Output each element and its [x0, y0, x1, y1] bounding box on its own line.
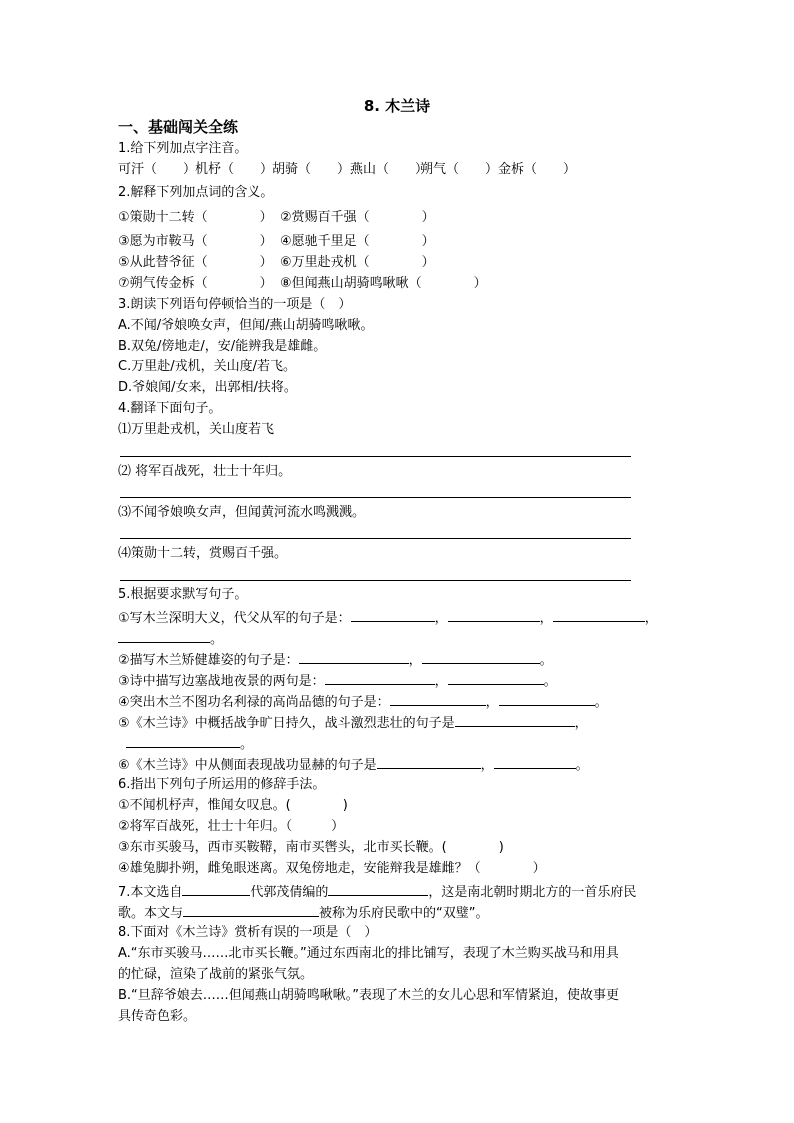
q1-item: 燕山（ ） [350, 162, 429, 177]
fill-blank[interactable] [422, 650, 540, 664]
q7-line-1 [118, 882, 636, 902]
q7-text: 被称为乐府民歌中的“双璧”。 [319, 906, 489, 921]
fill-blank[interactable] [377, 755, 481, 769]
q7-text: 代郭茂倩编的 [250, 885, 329, 900]
comma: ， [539, 611, 553, 626]
q6-item: ①不闻机杼声，惟闻女叹息。( ) [118, 798, 348, 813]
q7-text: 7.本文选自 [118, 885, 183, 900]
fill-blank[interactable] [351, 608, 435, 622]
comma: ， [485, 695, 499, 710]
answer-line[interactable] [120, 538, 631, 539]
q1-prompt: 1.给下列加点字注音。 [118, 141, 248, 156]
fill-blank[interactable] [455, 713, 575, 727]
q2-item: ④愿驰千里足（ ） [280, 234, 435, 249]
fill-blank[interactable] [299, 650, 409, 664]
q3-option-b: B.双兔/傍地走/，安/能辨我是雄雌。 [118, 339, 327, 354]
fill-blank[interactable] [182, 882, 250, 896]
q5-prompt: 5.根据要求默写句子。 [118, 587, 248, 602]
q6-item: ④雄兔脚扑朔，雌兔眼迷离。双兔傍地走，安能辩我是雄雌？（ ） [118, 861, 546, 876]
q8-option-a: A.“东市买骏马……北市买长鞭。”通过东西南北的排比铺写，表现了木兰购买战马和用具 [118, 946, 619, 961]
q5-item-3 [118, 671, 557, 691]
period: 。 [539, 653, 553, 668]
q6-item: ②将军百战死，壮士十年归。（ ） [118, 819, 345, 834]
q7-line-2 [118, 903, 489, 923]
q5-item-text: ③诗中描写边塞战地夜景的两句是： [118, 674, 325, 689]
page-title: 8. 木兰诗 [363, 97, 431, 115]
answer-line[interactable] [120, 497, 631, 498]
q5-item-text: ①写木兰深明大义，代父从军的句子是： [118, 611, 351, 626]
q7-text: ，这是南北朝时期北方的一首乐府民 [428, 885, 637, 900]
period: 。 [594, 695, 608, 710]
fill-blank[interactable] [183, 903, 319, 917]
q5-item-2 [118, 650, 553, 670]
comma: ， [408, 653, 422, 668]
q2-item: ⑧但闻燕山胡骑鸣啾啾（ ） [280, 276, 487, 291]
q4-item: ⑴万里赴戎机，关山度若飞 [118, 422, 275, 437]
q5-item-4 [118, 692, 608, 712]
q5-item-5 [118, 713, 588, 733]
q3-option-c: C.万里赴/戎机，关山度/若飞。 [118, 359, 296, 374]
period: 。 [543, 674, 557, 689]
q7-text: 歌。本文与 [118, 906, 184, 921]
q5-item-6 [118, 755, 589, 775]
q8-option-b-cont: 具传奇色彩。 [118, 1009, 197, 1024]
section-heading: 一、基础闯关全练 [118, 118, 239, 136]
q1-item: 可汗（ ） [118, 162, 197, 177]
q2-prompt: 2.解释下列加点词的含义。 [118, 185, 274, 200]
comma: ， [434, 611, 448, 626]
q1-item: 朔气（ ） [420, 162, 499, 177]
fill-blank[interactable] [328, 882, 428, 896]
q3-option-a: A.不闻/爷娘唤女声，但闻/燕山胡骑鸣啾啾。 [118, 318, 374, 333]
q2-item: ③愿为市鞍马（ ） [118, 234, 273, 249]
period: 。 [575, 758, 589, 773]
q5-item-text: ④突出木兰不图功名利禄的高尚品德的句子是： [118, 695, 390, 710]
fill-blank[interactable] [325, 671, 435, 685]
answer-line[interactable] [120, 580, 631, 581]
q1-item: 机杼（ ） [195, 162, 274, 177]
fill-blank[interactable] [448, 671, 544, 685]
q8-option-a-cont: 的忙碌，渲染了战前的紧张气氛。 [118, 967, 314, 982]
q8-prompt: 8.下面对《木兰诗》赏析有误的一项是（ ） [118, 925, 378, 940]
q3-option-d: D.爷娘闻/女来，出郭相/扶将。 [118, 380, 297, 395]
fill-blank[interactable] [494, 755, 576, 769]
comma: ， [480, 758, 494, 773]
q4-item: ⑷策勋十二转，赏赐百千强。 [118, 546, 288, 561]
fill-blank[interactable] [390, 692, 486, 706]
answer-line[interactable] [120, 456, 631, 457]
q3-prompt: 3.朗读下列语句停顿恰当的一项是（ ） [118, 297, 352, 312]
q2-item: ①策勋十二转（ ） [118, 210, 273, 225]
q1-item: 金柝（ ） [498, 162, 577, 177]
q4-item: ⑵ 将军百战死，壮士十年归。 [118, 464, 292, 479]
comma: ， [574, 716, 588, 731]
fill-blank[interactable] [499, 692, 595, 706]
comma: ， [434, 674, 448, 689]
fill-blank[interactable] [118, 629, 210, 643]
q5-item-text: ②描写木兰矫健雄姿的句子是： [118, 653, 299, 668]
q2-item: ⑦朔气传金柝（ ） [118, 276, 273, 291]
period: 。 [210, 632, 224, 647]
q5-item-1 [118, 608, 658, 628]
q1-item: 胡骑（ ） [272, 162, 351, 177]
q5-item-text: ⑥《木兰诗》中从侧面表现战功显赫的句子是 [118, 758, 377, 773]
fill-blank[interactable] [448, 608, 540, 622]
q2-item: ⑤从此替爷征（ ） [118, 255, 273, 270]
q5-item-5-cont [126, 734, 253, 754]
q2-item: ②赏赐百千强（ ） [280, 210, 435, 225]
q5-item-text: ⑤《木兰诗》中概括战争旷日持久，战斗激烈悲壮的句子是 [118, 716, 455, 731]
q4-item: ⑶不闻爷娘唤女声，但闻黄河流水鸣溅溅。 [118, 505, 366, 520]
q8-option-b: B.“旦辞爷娘去……但闻燕山胡骑鸣啾啾。”表现了木兰的女儿心思和军情紧迫，使故事更 [118, 988, 620, 1003]
fill-blank[interactable] [553, 608, 645, 622]
period: 。 [240, 737, 254, 752]
comma: ， [644, 611, 658, 626]
q5-item-1-cont [118, 629, 223, 649]
q4-prompt: 4.翻译下面句子。 [118, 401, 222, 416]
q6-prompt: 6.指出下列句子所运用的修辞手法。 [118, 777, 326, 792]
q6-item: ③东市买骏马，西市买鞍鞯，南市买辔头，北市买长鞭。( ) [118, 840, 504, 855]
q2-item: ⑥万里赴戎机（ ） [280, 255, 435, 270]
fill-blank[interactable] [126, 734, 240, 748]
